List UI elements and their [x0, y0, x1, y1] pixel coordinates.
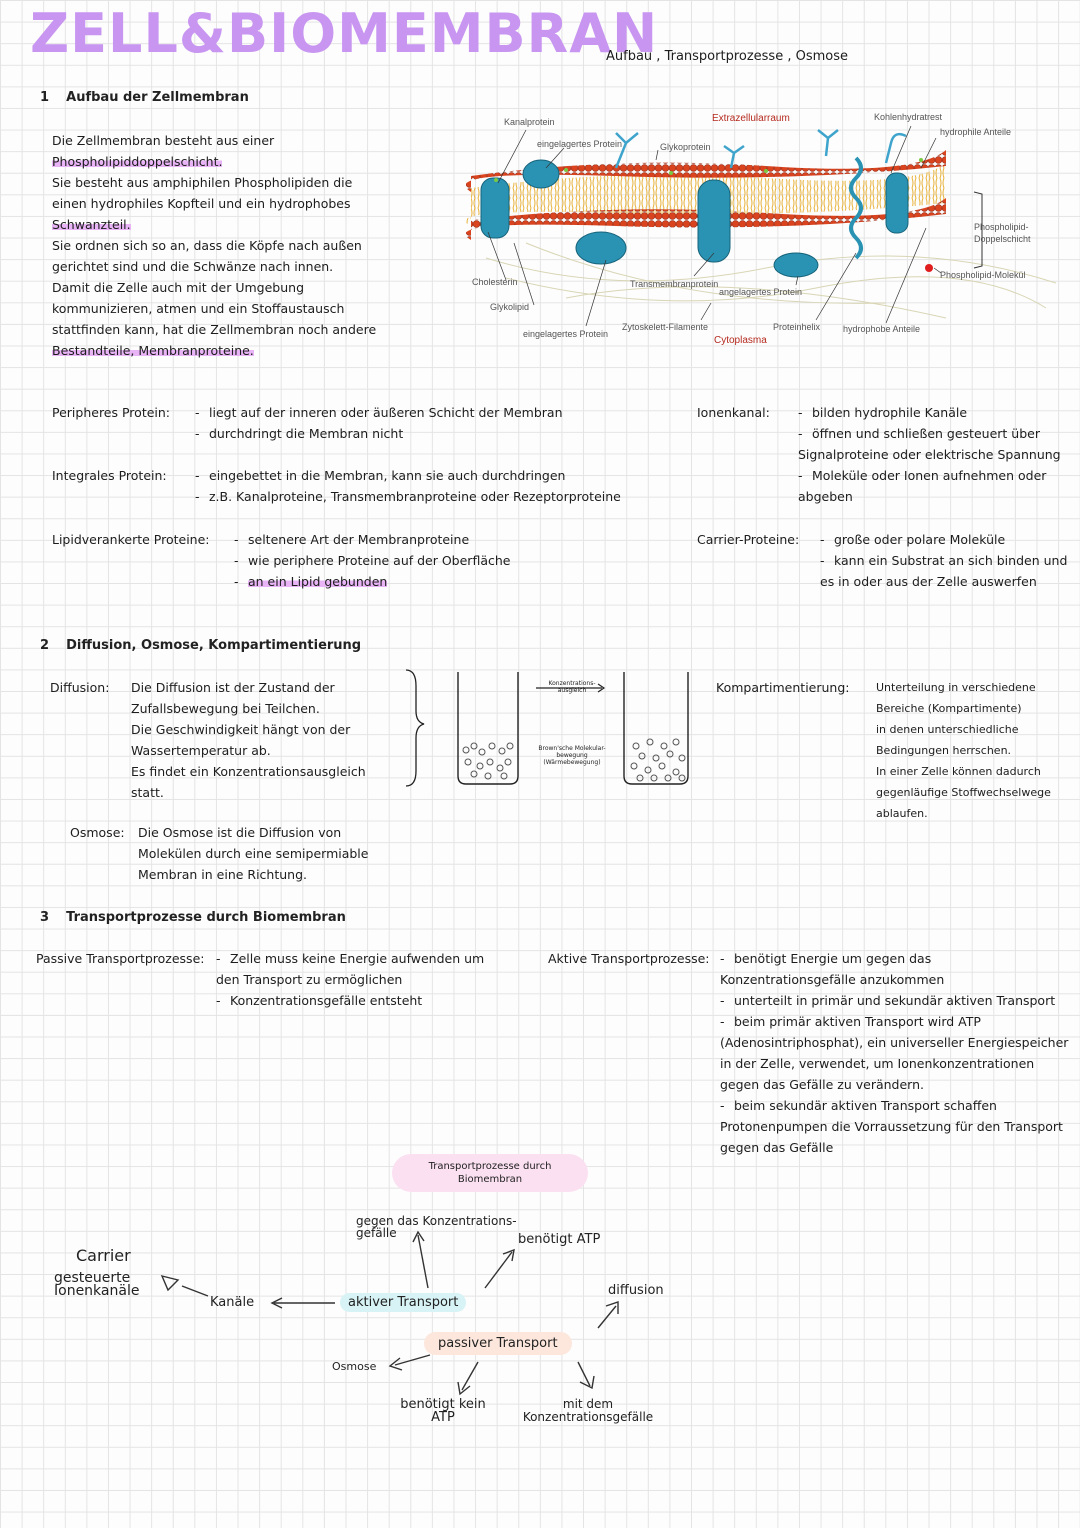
s1-line: Sie ordnen sich so an, dass die Köpfe nach außen: [52, 238, 362, 253]
mindmap-osmose: Osmose: [332, 1360, 377, 1373]
beaker-right: [624, 672, 688, 784]
passive-label: Passive Transportprozesse:: [36, 951, 205, 966]
section3-heading: [40, 906, 346, 925]
protein-right-shape: [886, 173, 908, 233]
list-item: - unterteilt in primär und sekundär aktiven Transport: [720, 993, 1056, 1008]
carrier-label: Carrier-Proteine:: [697, 532, 800, 547]
section2-number: 2: [40, 638, 50, 653]
s1-line: Schwanzteil.: [52, 217, 131, 232]
diffusion-label: Diffusion:: [50, 680, 110, 695]
s1-line: Phospholipiddoppelschicht.: [52, 154, 223, 169]
komp-text: [876, 677, 1076, 824]
list-item: - beim sekundär aktiven Transport schaffen Protonenpumpen die Vorraussetzung für den Transport gegen das Gefälle: [720, 1098, 1063, 1155]
s1-line: einen hydrophiles Kopfteil und ein hydrophobes: [52, 196, 351, 211]
text-line: Es findet ein Konzentrationsausgleich: [131, 764, 366, 779]
diffusion-text: [131, 677, 401, 803]
list-item: - Moleküle oder Ionen aufnehmen oder abgeben: [798, 468, 1047, 504]
label-transmembran: Transmembranprotein: [630, 279, 719, 289]
label-brown: Brown'sche Molekular-bewegung (Wärmebewegung): [538, 745, 606, 766]
label-kanalprotein: Kanalprotein: [504, 117, 555, 127]
osmose-text: [138, 822, 408, 885]
mindmap-mit-dem: mit dem Konzentrationsgefälle: [522, 1397, 654, 1424]
label-cholesterin: Cholesterin: [472, 277, 518, 287]
text-line: statt.: [131, 785, 164, 800]
eingelagert-top-shape: [523, 160, 559, 188]
list-item: - liegt auf der inneren oder äußeren Schicht der Membran: [195, 405, 563, 420]
label-angelagert: angelagertes Protein: [719, 287, 803, 297]
mindmap-gesteuerte: gesteuerte Ionenkanäle: [54, 1270, 140, 1299]
section1-text: [52, 130, 452, 361]
label-glykolipid: Glykolipid: [490, 302, 530, 312]
list-item: - z.B. Kanalproteine, Transmembranproteine oder Rezeptorproteine: [195, 489, 621, 504]
list-item: - benötigt Energie um gegen das Konzentrationsgefälle anzukommen: [720, 951, 945, 987]
list-item: - Zelle muss keine Energie aufwenden um den Transport zu ermöglichen: [216, 951, 485, 987]
peripheres-list: [195, 402, 665, 444]
text-line: Bereiche (Kompartimente): [876, 702, 1022, 715]
osmose-label: Osmose:: [70, 825, 125, 840]
label-kohlenhydratrest: Kohlenhydratrest: [874, 112, 943, 122]
label-molekuel: Phospholipid-Molekül: [940, 270, 1026, 280]
integrales-label: Integrales Protein:: [52, 468, 167, 483]
text-line: Molekülen durch eine semipermiable: [138, 846, 369, 861]
passive-list: [216, 948, 496, 1011]
section1-number: 1: [40, 90, 50, 105]
text-line: Bedingungen herrschen.: [876, 744, 1012, 757]
text-line: Wassertemperatur ab.: [131, 743, 271, 758]
label-doppelschicht-1: Phospholipid-: [974, 222, 1029, 232]
s1-line: stattfinden kann, hat die Zellmembran noch andere: [52, 322, 377, 337]
label-hydrophobe: hydrophobe Anteile: [843, 324, 921, 334]
list-item: - seltenere Art der Membranproteine: [234, 532, 470, 547]
curly-brace: [406, 670, 424, 786]
section2-title: Diffusion, Osmose, Kompartimentierung: [66, 638, 362, 653]
section1-heading: [40, 86, 249, 105]
carrier-list: [820, 529, 1070, 592]
molekuel-marker: [925, 264, 933, 272]
ionenkanal-list: [798, 402, 1070, 507]
zytoskelett-filaments: [486, 243, 1056, 318]
list-item: - Konzentrationsgefälle entsteht: [216, 993, 423, 1008]
particles-left: [463, 743, 513, 779]
mindmap-diffusion: diffusion: [608, 1283, 664, 1298]
mindmap-kanaele: Kanäle: [210, 1295, 255, 1310]
transmembran-shape: [698, 180, 730, 262]
list-item: - bilden hydrophile Kanäle: [798, 405, 968, 420]
active-list: [720, 948, 1070, 1158]
list-item: - beim primär aktiven Transport wird ATP (Adenosintriphosphat), ein universeller Energiespeicher in der Zelle, verwendet, um Ionenkonzentrationen gegen das Gefälle zu verändern.: [720, 1014, 1069, 1092]
list-item: - wie periphere Proteine auf der Oberfläche: [234, 553, 511, 568]
label-eingelagert-top: eingelagertes Protein: [537, 139, 623, 149]
label-eingelagert-bottom: eingelagertes Protein: [523, 329, 609, 339]
s1-line: kommunizieren, atmen und ein Stoffaustausch: [52, 301, 345, 316]
text-line: Unterteilung in verschiedene: [876, 681, 1036, 694]
komp-label: Kompartimentierung:: [716, 680, 850, 695]
text-line: gegenläufige Stoffwechselwege: [876, 786, 1051, 799]
particles-right: [631, 739, 685, 781]
section1-title: Aufbau der Zellmembran: [66, 90, 249, 105]
integrales-list: [195, 465, 665, 507]
list-item: - öffnen und schließen gesteuert über Signalproteine oder elektrische Spannung: [798, 426, 1061, 462]
label-doppelschicht-2: Doppelschicht: [974, 234, 1031, 244]
label-cytoplasma: Cytoplasma: [714, 335, 767, 346]
peripheres-label: Peripheres Protein:: [52, 405, 171, 420]
section3-number: 3: [40, 910, 50, 925]
text-line: Die Geschwindigkeit hängt von der: [131, 722, 351, 737]
text-line: Die Diffusion ist der Zustand der: [131, 680, 335, 695]
text-line: Membran in eine Richtung.: [138, 867, 308, 882]
page-title: ZELL&BIOMEMBRAN: [30, 2, 659, 65]
section3-title: Transportprozesse durch Biomembran: [66, 910, 346, 925]
page-subtitle: Aufbau , Transportprozesse , Osmose: [606, 49, 848, 64]
label-zytoskelett: Zytoskelett-Filamente: [622, 322, 709, 332]
lipid-label: Lipidverankerte Proteine:: [52, 532, 210, 547]
list-item: - kann ein Substrat an sich binden und es in oder aus der Zelle auswerfen: [820, 553, 1068, 589]
beaker-left: [458, 672, 518, 784]
list-item: - durchdringt die Membran nicht: [195, 426, 404, 441]
s1-line: Die Zellmembran besteht aus einer: [52, 133, 275, 148]
text-line: Die Osmose ist die Diffusion von: [138, 825, 342, 840]
label-extrazellular: Extrazellularraum: [712, 113, 790, 124]
mindmap-center: Transportprozesse durch Biomembran: [392, 1154, 588, 1192]
label-proteinhelix: Proteinhelix: [773, 322, 821, 332]
s1-line: Bestandteile, Membranproteine.: [52, 343, 254, 358]
text-line: Zufallsbewegung bei Teilchen.: [131, 701, 320, 716]
eingelagert-bottom-shape: [576, 232, 626, 264]
section2-heading: [40, 634, 361, 653]
arrow-label-konzentration: Konzentrations-ausgleich: [548, 680, 596, 694]
s1-line: Damit die Zelle auch mit der Umgebung: [52, 280, 305, 295]
mindmap-gegen: gegen das Konzentrations-gefälle: [356, 1214, 517, 1240]
lipid-list: [234, 529, 614, 592]
text-line: in denen unterschiedliche: [876, 723, 1019, 736]
angelagert-shape: [774, 253, 818, 277]
mindmap-benoetigt: benötigt ATP: [518, 1232, 601, 1247]
mindmap-carrier: Carrier: [76, 1246, 131, 1265]
mindmap-kein-atp: benötigt kein ATP: [400, 1397, 486, 1425]
mindmap-passiv: passiver Transport: [424, 1332, 572, 1355]
kanalprotein-shape: [481, 178, 509, 238]
s1-line: Sie besteht aus amphiphilen Phospholipiden die: [52, 175, 353, 190]
s1-line: gerichtet sind und die Schwänze nach innen.: [52, 259, 334, 274]
active-label: Aktive Transportprozesse:: [548, 951, 710, 966]
mindmap-aktiv: aktiver Transport: [340, 1293, 466, 1312]
list-item: - große oder polare Moleküle: [820, 532, 1006, 547]
list-item: - an ein Lipid gebunden: [234, 574, 388, 589]
ionenkanal-label: Ionenkanal:: [697, 405, 770, 420]
list-item: - eingebettet in die Membran, kann sie auch durchdringen: [195, 468, 566, 483]
text-line: In einer Zelle können dadurch: [876, 765, 1041, 778]
label-hydrophile: hydrophile Anteile: [940, 127, 1012, 137]
label-glykoprotein: Glykoprotein: [660, 142, 711, 152]
text-line: ablaufen.: [876, 807, 928, 820]
